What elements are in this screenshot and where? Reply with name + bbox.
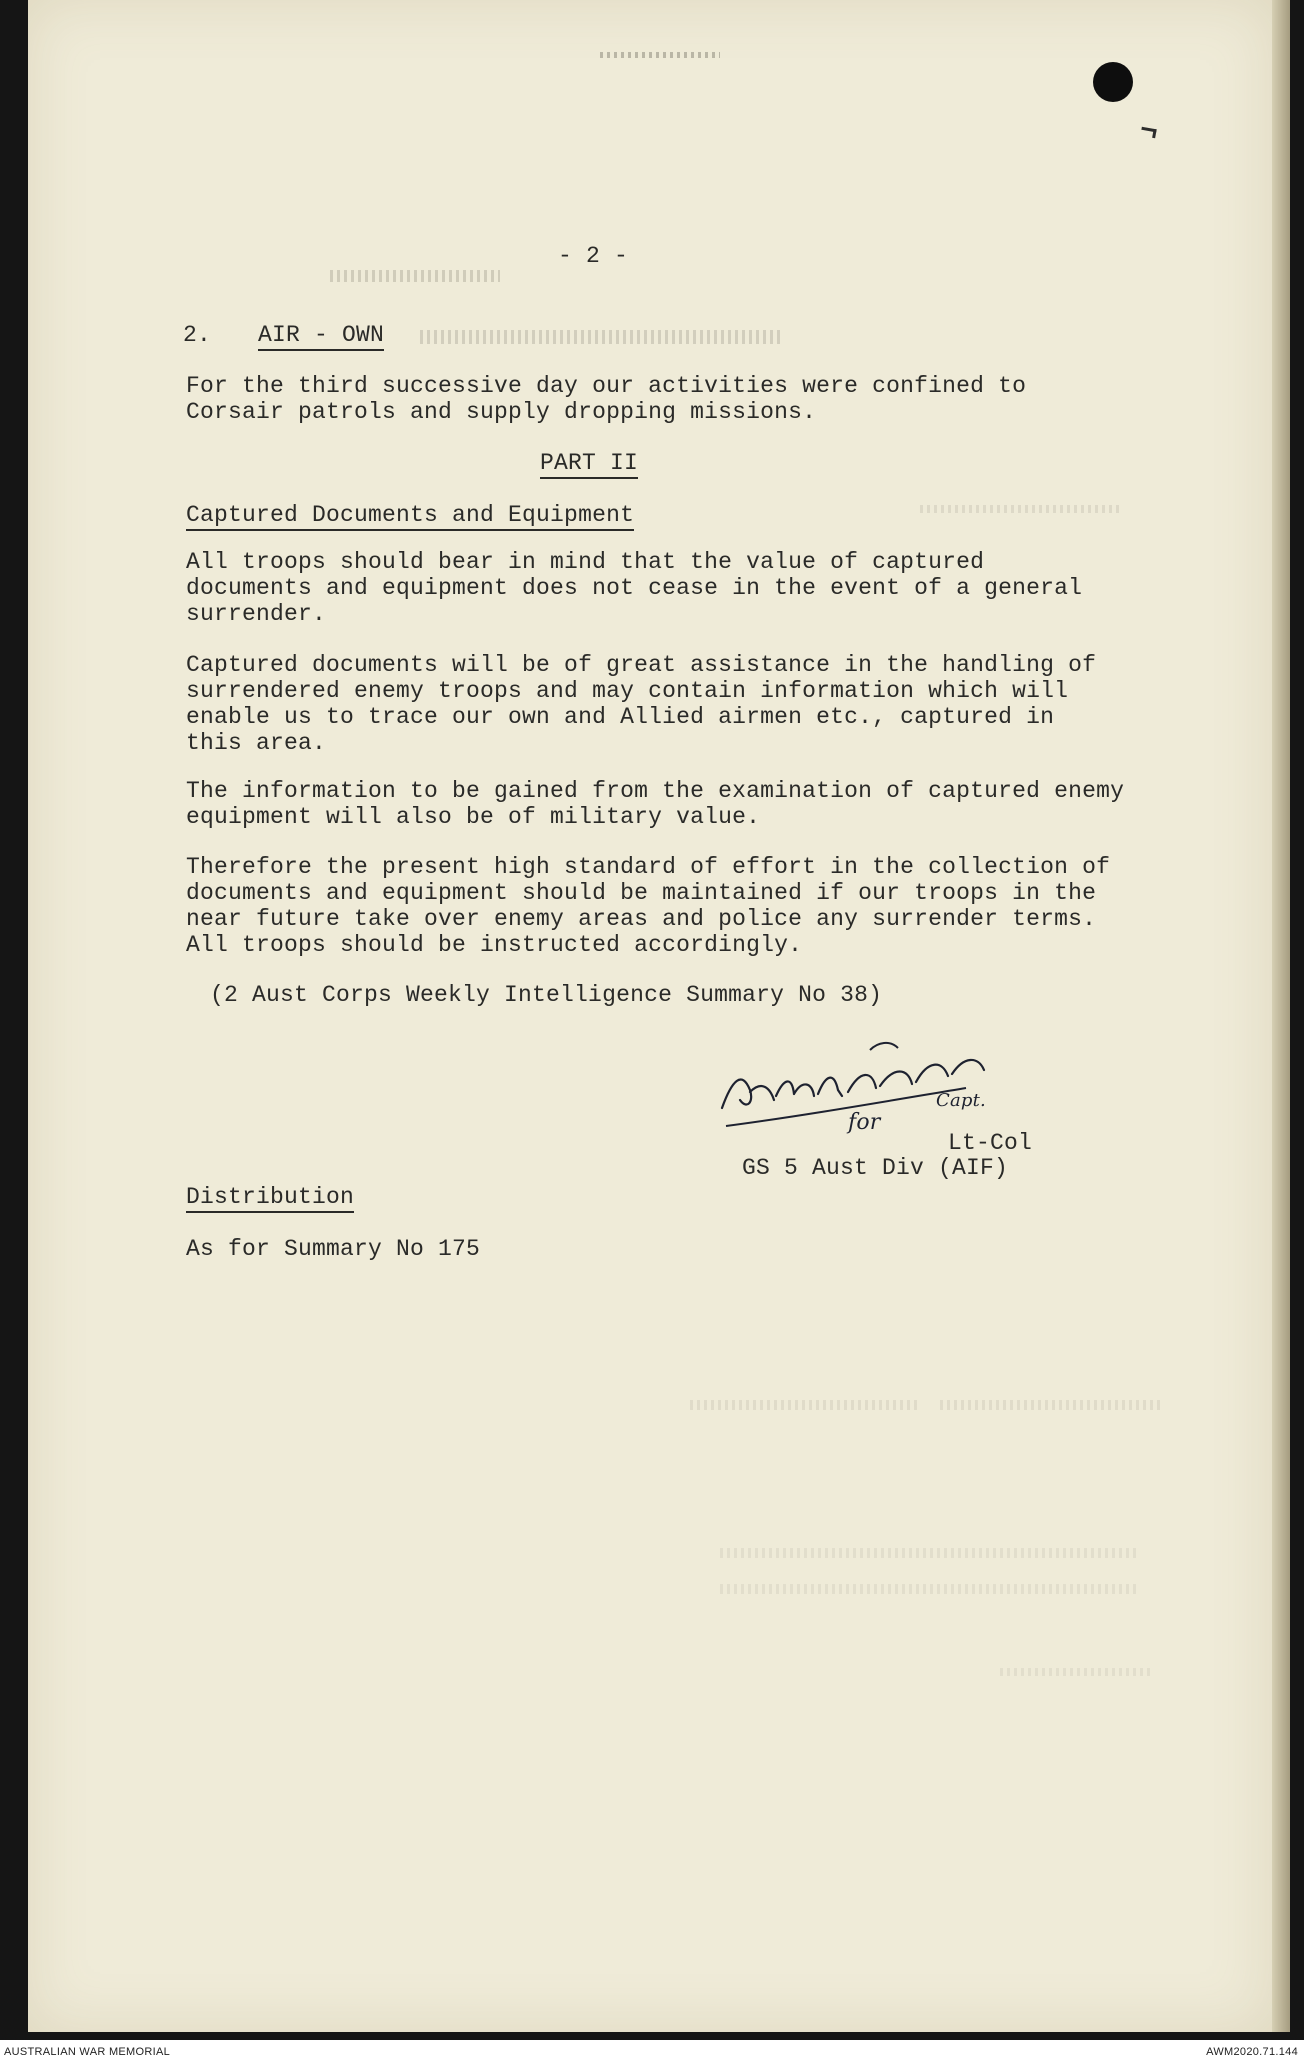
typed-rank: Lt-Col xyxy=(948,1130,1033,1156)
bleed-through-mark xyxy=(720,1584,1140,1594)
bleed-through-mark xyxy=(940,1400,1160,1410)
bleed-through-mark xyxy=(720,1548,1140,1558)
part-heading: PART II xyxy=(540,450,638,479)
section-body-line: For the third successive day our activities were confined to xyxy=(186,373,1027,399)
paragraph-line: Captured documents will be of great assistance in the handling of xyxy=(186,652,1097,678)
handwritten-rank: Capt. xyxy=(936,1090,986,1111)
paragraph-line: surrender. xyxy=(186,601,327,627)
bleed-through-mark xyxy=(330,270,500,282)
paragraph-line: surrendered enemy troops and may contain information which will xyxy=(186,678,1069,704)
document-page xyxy=(28,0,1272,2032)
bleed-through-mark xyxy=(920,505,1120,513)
distribution-heading: Distribution xyxy=(186,1184,354,1213)
paragraph-line: All troops should be instructed accordingly. xyxy=(186,932,803,958)
paragraph-line: The information to be gained from the examination of captured enemy xyxy=(186,778,1125,804)
distribution-text: As for Summary No 175 xyxy=(186,1236,481,1262)
section-number: 2. xyxy=(183,322,212,348)
paragraph-line: this area. xyxy=(186,730,327,756)
bleed-through-mark xyxy=(420,330,780,344)
page-edge xyxy=(1272,0,1290,2032)
source-note: (2 Aust Corps Weekly Intelligence Summary No 38) xyxy=(210,982,883,1008)
page-number: - 2 - xyxy=(558,243,629,269)
paragraph-line: documents and equipment does not cease in the event of a general xyxy=(186,575,1083,601)
section-body-line: Corsair patrols and supply dropping missions. xyxy=(186,399,817,425)
handwritten-for: for xyxy=(848,1110,881,1135)
paragraph-line: Therefore the present high standard of effort in the collection of xyxy=(186,854,1111,880)
section-heading: AIR - OWN xyxy=(258,322,384,351)
subheading: Captured Documents and Equipment xyxy=(186,502,634,531)
unit-name: GS 5 Aust Div (AIF) xyxy=(742,1155,1009,1181)
punch-hole xyxy=(1093,62,1133,102)
bleed-through-mark xyxy=(690,1400,920,1410)
paragraph-line: enable us to trace our own and Allied airmen etc., captured in xyxy=(186,704,1055,730)
paragraph-line: documents and equipment should be maintained if our troops in the xyxy=(186,880,1097,906)
paragraph-line: equipment will also be of military value. xyxy=(186,804,761,830)
paragraph-line: All troops should bear in mind that the value of captured xyxy=(186,549,985,575)
bleed-through-mark xyxy=(1000,1668,1150,1676)
paragraph-line: near future take over enemy areas and police any surrender terms. xyxy=(186,906,1097,932)
bleed-through-mark xyxy=(600,52,720,58)
accession-number: AWM2020.71.144 xyxy=(1206,2046,1298,2058)
archive-label: AUSTRALIAN WAR MEMORIAL xyxy=(4,2046,171,2058)
